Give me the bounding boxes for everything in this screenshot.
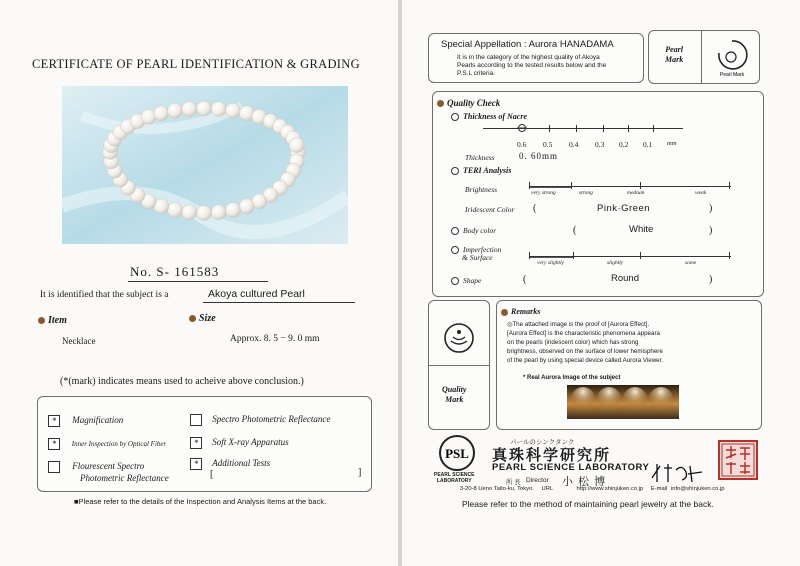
additional-bracket-close: ] [358, 467, 362, 478]
imperfection-scale-label: slightly [607, 260, 624, 266]
pearl-mark-logo-icon [709, 35, 755, 79]
paren-close: ) [709, 203, 713, 214]
svg-text:Pearl Mark: Pearl Mark [719, 72, 745, 78]
item-label: Item [38, 315, 67, 326]
nacre-tick-label: 0.1 [643, 140, 653, 149]
pearl [182, 102, 197, 117]
size-value: Approx. 8. 5 − 9. 0 mm [230, 334, 320, 344]
iridescent-label: Iridescent Color [465, 205, 515, 214]
method-inner-inspection: * Inner Inspection by Optical Fiber [48, 438, 166, 450]
lab-name-jp: 真珠科学研究所 [492, 447, 612, 464]
radio-icon [451, 227, 459, 235]
bullet-icon [189, 315, 196, 322]
pearl [226, 202, 241, 217]
paren-open: ( [573, 225, 577, 236]
remarks-box [496, 300, 762, 430]
director-name: 小 松 博 [562, 476, 607, 488]
official-seal-stamp [718, 440, 758, 480]
director-title-en: Director [526, 477, 549, 484]
certificate-title: CERTIFICATE OF PEARL IDENTIFICATION & GRADING [32, 57, 360, 71]
method-spectro: Spectro Photometric Reflectance [190, 414, 330, 426]
quality-check-box [432, 91, 764, 297]
brightness-scale-label: strong [579, 190, 593, 196]
method-additional: * Additional Tests [190, 458, 270, 470]
aurora-image [567, 385, 679, 419]
method-fluorescent: Flourescent Spectro Photometric Reflectance [48, 461, 169, 483]
lab-katakana: パールのシンクタンク [510, 439, 575, 446]
quality-mark-logo-icon [442, 321, 476, 355]
quality-check-title: Quality Check [437, 98, 500, 108]
appellation-box [428, 33, 644, 83]
nacre-tick-label: 0.4 [569, 140, 579, 149]
pearl-mark-label: Pearl Mark [665, 45, 684, 64]
svg-text:PSL: PSL [445, 446, 469, 461]
pearl [289, 138, 304, 153]
remarks-text: ◎The attached image is the proof of [Aurora Effect]. [Aurora Effect] is the characteristic phenomena appeara on the pearls (iridescent color) which has strong brightness, observed on the surface of lower hemisphere of the pearl by using special device called Aurora Viewer. [507, 321, 664, 364]
imperfection-scale-label: some [685, 260, 697, 266]
shape-label: Shape [451, 276, 481, 285]
thickness-value: 0. 60mm [519, 151, 559, 161]
radio-icon [451, 167, 459, 175]
left-footer-note: ■Please refer to the details of the Inspection and Analysis Items at the back. [74, 497, 327, 506]
checkbox-inner-inspection: * [48, 438, 60, 450]
pearl [211, 102, 226, 117]
identified-value: Akoya cultured Pearl [208, 288, 305, 300]
pearl [168, 103, 183, 118]
checkbox-magnification: * [48, 415, 60, 427]
paren-open: ( [523, 274, 527, 285]
brightness-scale-label: weak [695, 190, 707, 196]
director-title-jp: 所 長 [506, 479, 521, 486]
pearl [239, 199, 254, 214]
pearl-necklace-photo [62, 86, 348, 244]
nacre-unit: mm [667, 140, 677, 147]
right-page [402, 0, 800, 566]
paren-open: ( [533, 203, 537, 214]
nacre-label: Thickness of Nacre [451, 112, 527, 121]
radio-icon [451, 246, 459, 254]
pearl [197, 101, 212, 116]
brightness-label: Brightness [465, 185, 498, 194]
pearl [211, 205, 226, 220]
imperfection-scale-label: very slightly [537, 260, 565, 266]
item-value: Necklace [62, 336, 96, 346]
lab-name-en: PEARL SCIENCE LABORATORY [492, 462, 650, 473]
paren-close: ) [709, 225, 713, 236]
method-magnification: * Magnification [48, 415, 123, 427]
pearl [226, 103, 241, 118]
nacre-marker-icon [517, 123, 527, 133]
nacre-tick-label: 0.6 [517, 140, 527, 149]
nacre-tick-label: 0.2 [619, 140, 629, 149]
radio-icon [451, 113, 459, 121]
methods-box [37, 396, 372, 492]
nacre-tick-label: 0.5 [543, 140, 553, 149]
brightness-scale-label: very strong [531, 190, 556, 196]
bullet-icon [501, 309, 508, 316]
remarks-title: Remarks [501, 307, 540, 316]
identified-prefix: It is identified that the subject is a [40, 290, 169, 300]
quality-mark-box [428, 300, 490, 430]
mark-note: (*(mark) indicates means used to acheive above conclusion.) [60, 376, 304, 387]
radio-icon [451, 277, 459, 285]
checkbox-additional: * [190, 458, 202, 470]
lab-address-line: 3-20-8 Ueno Taito-ku, Tokyo. URL http://www.shinjuken.co.jp E-mail info@shinjuken.co.jp [460, 486, 725, 492]
size-label: Size [189, 313, 216, 324]
paren-close: ) [709, 274, 713, 285]
pearl [168, 202, 183, 217]
pearl-mark-box [648, 30, 760, 84]
psl-caption: PEARL SCIENCE LABORATORY [434, 472, 475, 484]
checkbox-fluorescent [48, 461, 60, 473]
aurora-caption: * Real Aurora Image of the subject [523, 375, 621, 381]
quality-mark-label: Quality Mark [442, 385, 467, 404]
brightness-scale-label: medium [627, 190, 645, 196]
body-color-value: White [629, 224, 654, 235]
iridescent-value: Pink·Green [597, 203, 651, 214]
shape-value: Round [611, 273, 639, 284]
imperfection-label: Imperfection & Surface [451, 246, 501, 262]
pearl [154, 106, 169, 121]
appellation-description: It is in the category of the highest quality of Akoya Pearls according to the tested results below and the P.S.L criteria. [457, 54, 607, 77]
nacre-tick-label: 0.3 [595, 140, 605, 149]
left-page [0, 0, 398, 566]
method-xray: * Soft X-ray Apparatus [190, 437, 289, 449]
additional-bracket-open: [ [210, 469, 214, 480]
pearl [182, 205, 197, 220]
bullet-icon [38, 317, 45, 324]
body-color-label: Body color [451, 226, 496, 235]
bullet-icon [437, 100, 444, 107]
teri-label: TERI Analysis [451, 166, 511, 175]
appellation-title: Special Appellation : Aurora HANADAMA [441, 39, 614, 50]
right-footer-note: Please refer to the method of maintaining pearl jewelry at the back. [462, 499, 714, 509]
pearl [197, 205, 212, 220]
thickness-label: Thickness [465, 153, 495, 162]
certificate-number: No. S- 161583 [130, 264, 220, 279]
director-signature [648, 460, 708, 486]
checkbox-xray: * [190, 437, 202, 449]
psl-logo-icon [436, 434, 478, 472]
checkbox-spectro [190, 414, 202, 426]
